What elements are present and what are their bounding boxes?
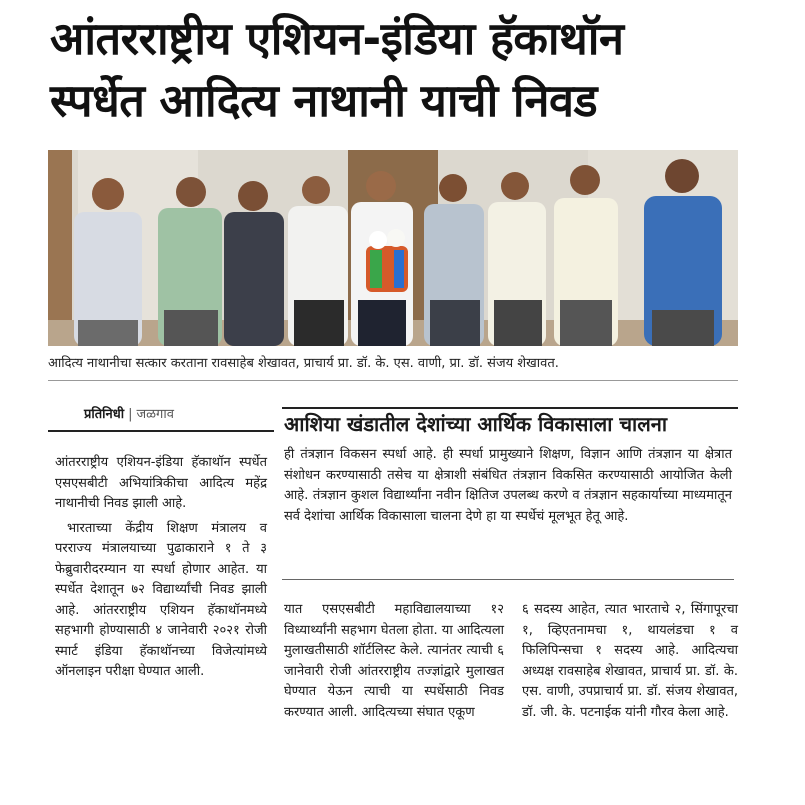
byline	[84, 404, 174, 422]
column-rule	[48, 430, 274, 432]
sidebar-box	[282, 441, 734, 580]
byline-role: प्रतिनिधी	[84, 407, 125, 422]
article-paragraph-2: भारताच्या केंद्रीय शिक्षण मंत्रालय व परराज्य मंत्रालयाच्या पुढाकाराने १ ते ३ फेब्रुवारीदरम्यान या स्पर्धा होणार आहेत. या स्पर्धेत देशातून ७२ विद्यार्थ्यांची निवड झाली आहे. आंतरराष्ट्रीय एशियन हॅकाथॉनमध्ये सहभागी होण्यासाठी ४ जानेवारी २०२१ रोजी स्मार्ट इंडिया हॅकाथॉनच्या विजेत्यांमध्ये ऑनलाइन परीक्षा घेण्यात आली.	[55, 520, 267, 679]
headline-line-2: स्पर्धेत आदित्य नाथानी याची निवड	[50, 74, 598, 127]
sidebar-box-text: ही तंत्रज्ञान विकसन स्पर्धा आहे. ही स्पर्धा प्रामुख्याने शिक्षण, विज्ञान आणि तंत्रज्ञान या क्षेत्रात संशोधन करण्यासाठी तसेच या क्षेत्राशी संबंधित तंत्रज्ञान विकसित करण्यासाठी आयोजित केली आहे. तंत्रज्ञान कुशल विद्यार्थ्यांना नवीन क्षितिज उपलब्ध करणे व तंत्रज्ञान सहकार्याच्या माध्यमातून सर्व देशांचा आर्थिक विकासाला चालना देणे हा या स्पर्धेचं मूलभूत हेतू आहे.	[284, 447, 732, 524]
group-photo-illustration	[48, 150, 738, 346]
article-column-3	[522, 600, 738, 723]
article-column-3-text: ६ सदस्य आहेत, त्यात भारताचे २, सिंगापूरचा १, व्हिएतनामचा १, थायलंडचा १ व फिलिपिन्सचा १ सदस्य आहे. आदित्यचा अध्यक्ष रावसाहेब शेखावत, प्राचार्य प्रा. डॉ. के. एस. वाणी, उपप्राचार्य प्रा. डॉ. संजय शेखावत, डॉ. जी. के. पटनाईक यांनी गौरव केला आहे.	[522, 602, 738, 720]
sidebar-box-header	[282, 407, 738, 439]
headline-line-1: आंतरराष्ट्रीय एशियन-इंडिया हॅकाथॉन	[50, 12, 624, 65]
news-photo	[48, 150, 738, 346]
sidebar-box-title: आशिया खंडातील देशांच्या आर्थिक विकासाला चालना	[284, 412, 668, 436]
byline-city: जळगाव	[136, 407, 174, 422]
article-column-2	[284, 600, 504, 723]
byline-separator: |	[128, 407, 133, 422]
article-paragraph-1: आंतरराष्ट्रीय एशियन-इंडिया हॅकाथॉन स्पर्धेत एसएसबीटी अभियांत्रिकीचा आदित्य महेंद्र नाथानीची निवड झाली आहे.	[55, 455, 267, 511]
divider	[48, 380, 738, 381]
article-column-2-text: यात एसएसबीटी महाविद्यालयाच्या १२ विध्यार्थ्यांनी सहभाग घेतला होता. या आदित्यला मुलाखतीसाठी शॉर्टलिस्ट केले. त्यानंतर त्याची ६ जानेवारी रोजी आंतरराष्ट्रीय तज्ज्ञांद्वारे मुलाखत घेण्यात येऊन त्याची या स्पर्धेसाठी निवड करण्यात आली. आदित्यच्या संघात एकूण	[284, 602, 504, 720]
photo-caption: आदित्य नाथानीचा सत्कार करताना रावसाहेब शेखावत, प्राचार्य प्रा. डॉ. के. एस. वाणी, प्रा. डॉ. संजय शेखावत.	[48, 356, 559, 371]
article-column-1	[55, 453, 267, 683]
headline	[50, 8, 790, 132]
